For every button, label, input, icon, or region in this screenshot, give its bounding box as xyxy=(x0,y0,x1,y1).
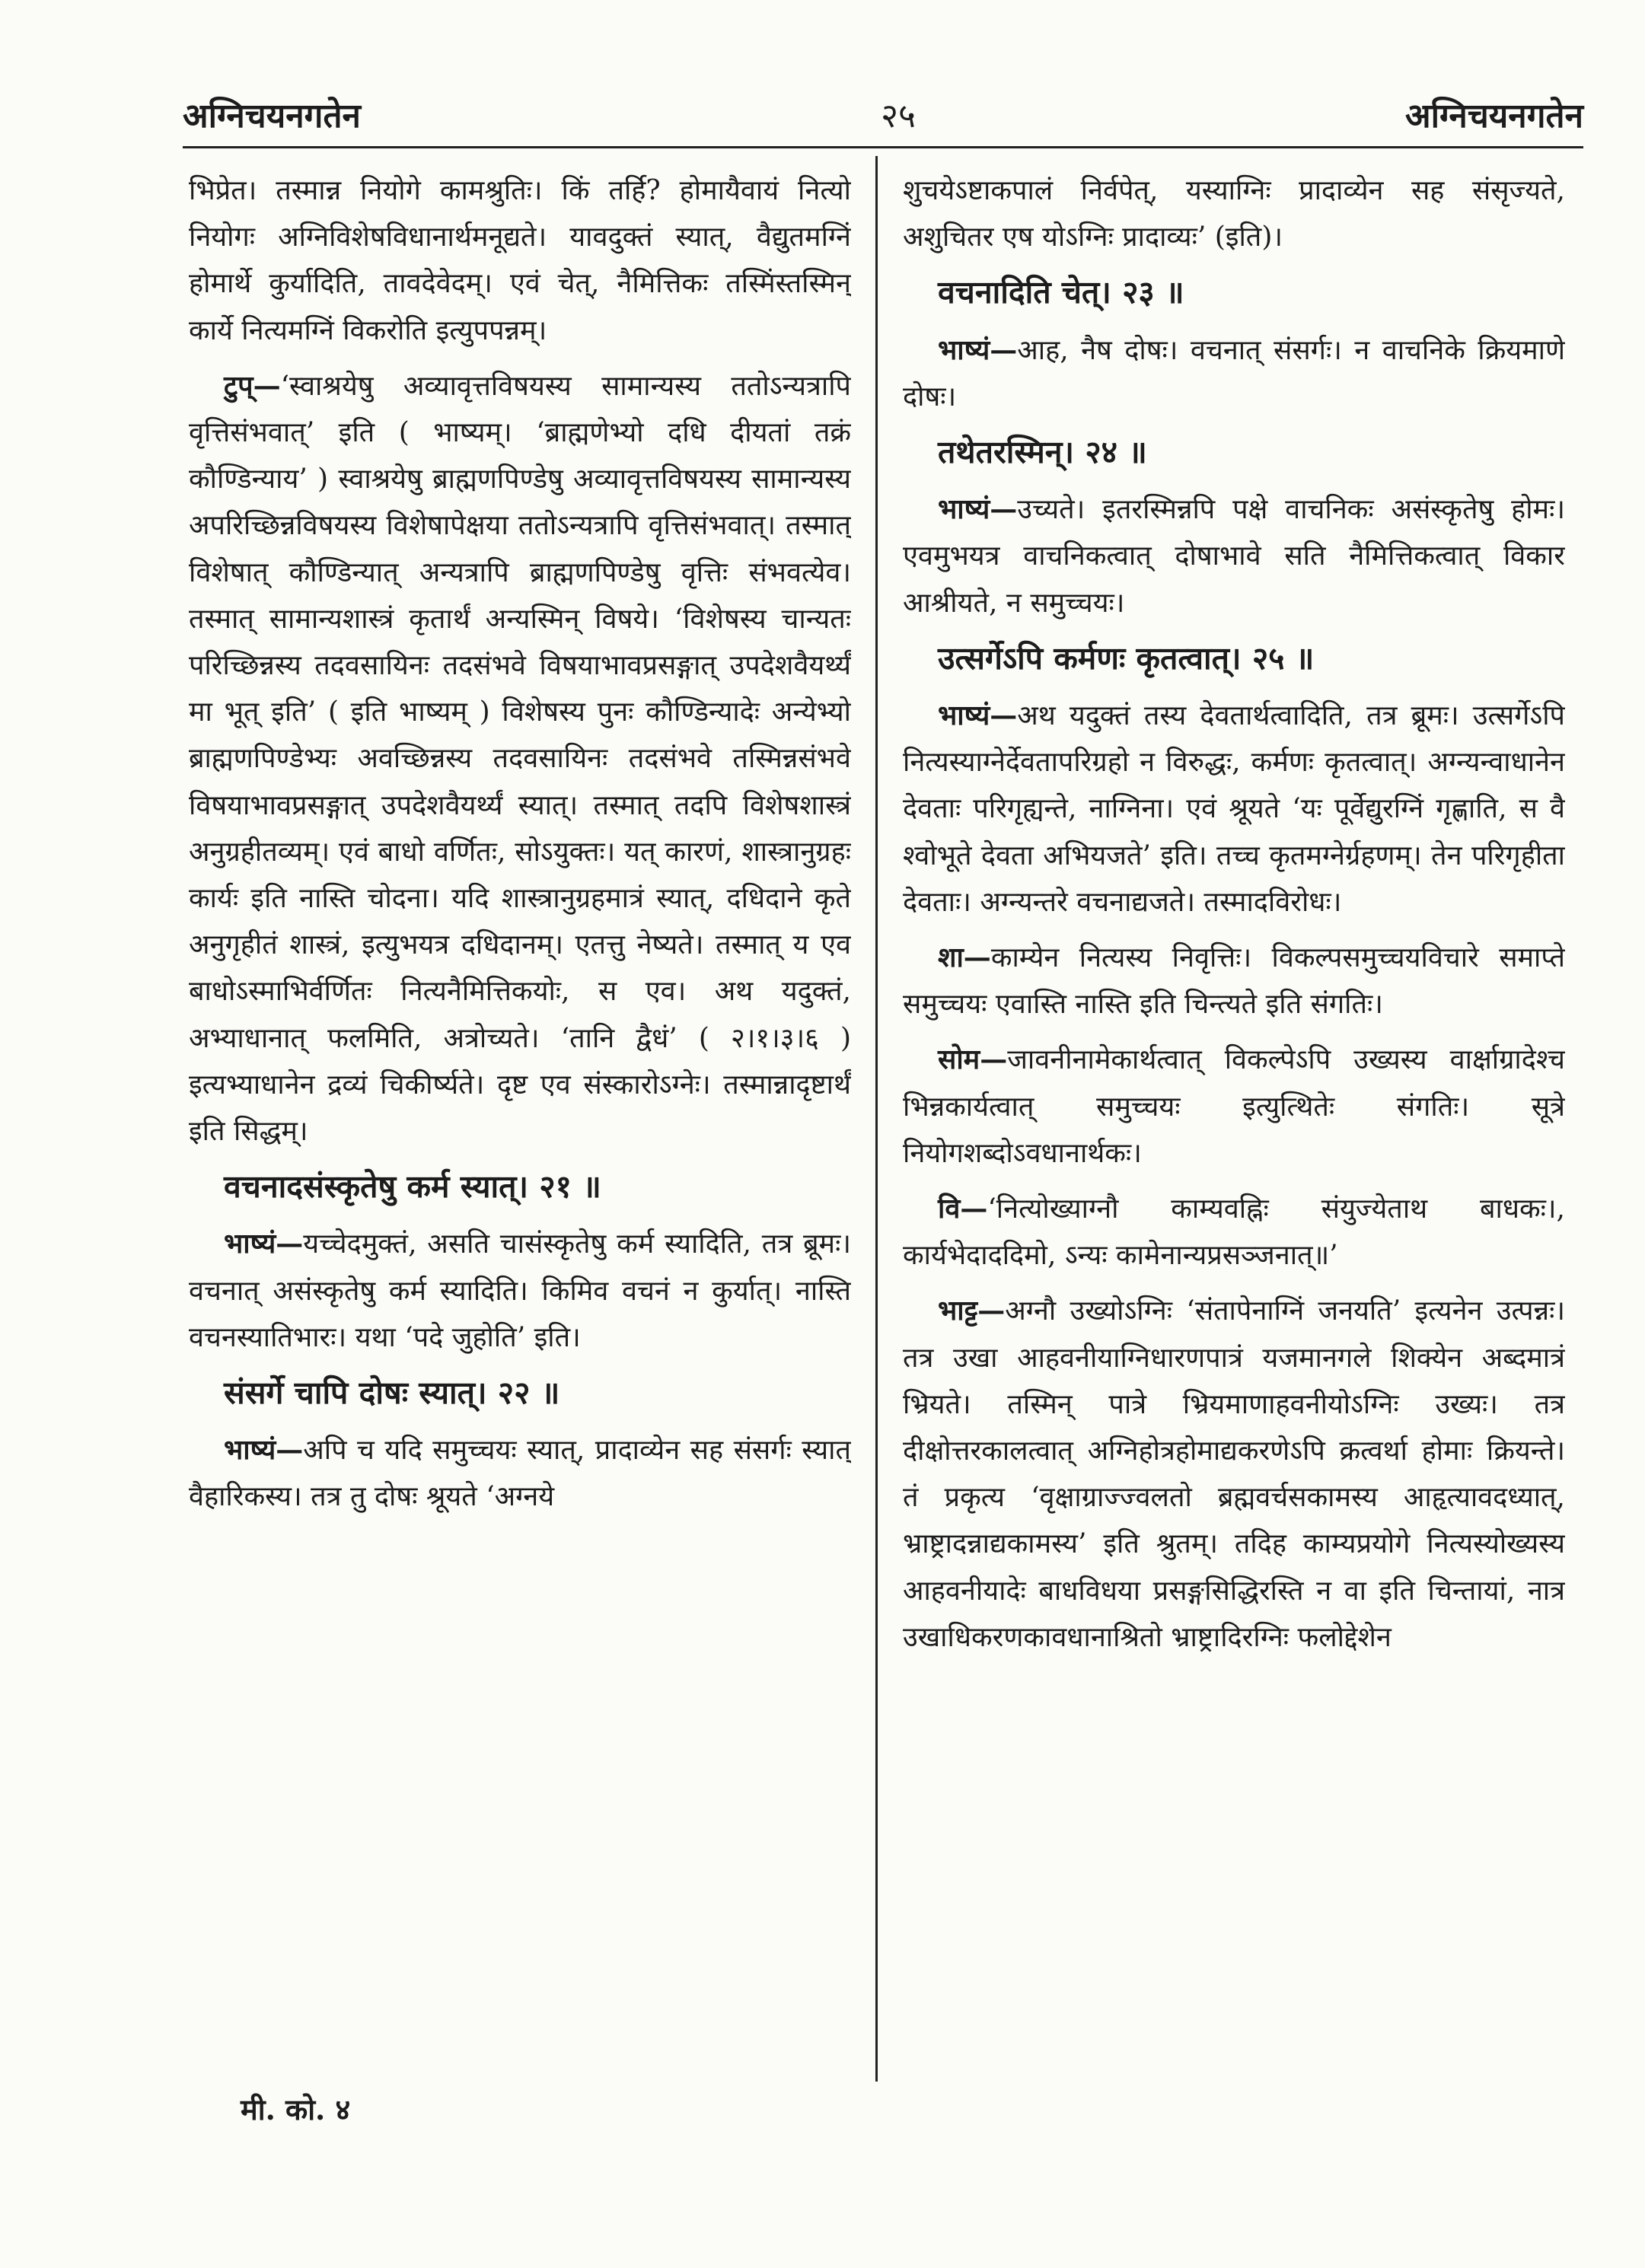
sutra-heading: संसर्गे चापि दोषः स्यात्। २२ ॥ xyxy=(224,1374,560,1412)
paragraph: भाष्यं—अथ यदुक्तं तस्य देवतार्थत्वादिति, तत्र ब्रूमः। उत्सर्गेऽपि नित्यस्याग्नेर्देवतापरिग्रहो न विरुद्धः, कर्मणः कृतत्वात्। अग्न्यन्वाधानेन देवताः परिगृह्यन्ते, नाग्निना। एवं श्रूयते ‘यः पूर्वेद्युरग्निं गृह्णाति, स वै श्वोभूते देवता अभियजते’ इति। तच्च कृतमग्नेर्ग्रहणम्। तेन परिगृहीता देवताः। अग्न्यन्तरे वचनाद्यजते। तस्मादविरोधः। xyxy=(903,699,1565,918)
paragraph: भाष्यं—उच्यते। इतरस्मिन्नपि पक्षे वाचनिकः असंस्कृतेषु होमः। एवमुभयत्र वाचनिकत्वात् दोषाभावे सति नैमित्तिकत्वात् विकार आश्रीयते, न समुच्चयः। xyxy=(903,493,1565,619)
running-title-right: अग्निचयनगतेन xyxy=(1405,97,1583,135)
sutra-heading: तथेतरस्मिन्। २४ ॥ xyxy=(938,434,1147,471)
left-column xyxy=(189,167,851,2116)
paragraph: भिप्रेत। तस्मान्न नियोगे कामश्रुतिः। किं तर्हि? होमायैवायं नित्यो नियोगः अग्निविशेषविधानार्थमनूद्यते। यावदुक्तं स्यात्, वैद्युतमग्निं होमार्थे कुर्यादिति, तावदेवेदम्। एवं चेत्, नैमित्तिकः तस्मिंस्तस्मिन् कार्ये नित्यमग्निं विकरोति इत्युपपन्नम्। xyxy=(189,175,851,346)
commentary-label: वि— xyxy=(938,1193,988,1225)
paragraph: भाष्यं—यच्चेदमुक्तं, असति चासंस्कृतेषु कर्म स्यादिति, तत्र ब्रूमः। वचनात् असंस्कृतेषु कर्म स्यादिति। किमिव वचनं न कुर्यात्। नास्ति वचनस्यातिभारः। यथा ‘पदे जुहोति’ इति। xyxy=(189,1228,851,1353)
commentary-label: भाष्यं— xyxy=(224,1434,304,1467)
page-number: २५ xyxy=(881,97,916,135)
commentary-label: शा— xyxy=(938,941,991,974)
commentary-label: भाष्यं— xyxy=(938,333,1018,366)
right-column xyxy=(903,167,1565,2116)
paragraph: शा—काम्येन नित्यस्य निवृत्तिः। विकल्पसमुच्चयविचारे समाप्ते समुच्चयः एवास्ति नास्ति इति चिन्त्यते इति संगतिः। xyxy=(903,941,1565,1021)
commentary-label: भाष्यं— xyxy=(224,1228,304,1260)
paragraph: भाष्यं—अपि च यदि समुच्चयः स्यात्, प्रादाव्येन सह संसर्गः स्यात् वैहारिकस्य। तत्र तु दोषः श्रूयते ‘अग्नये xyxy=(189,1434,851,1513)
column-divider xyxy=(875,156,878,2082)
sutra-heading: वचनादिति चेत्। २३ ॥ xyxy=(938,274,1184,311)
paragraph: भाट्ट—अग्नौ उख्योऽग्निः ‘संतापेनाग्निं जनयति’ इत्यनेन उत्पन्नः। तत्र उखा आहवनीयाग्निधारणपात्रं यजमानगले शिक्येन अब्दमात्रं भ्रियते। तस्मिन् पात्रे भ्रियमाणाहवनीयोऽग्निः उख्यः। तत्र दीक्षोत्तरकालत्वात् अग्निहोत्रहोमाद्यकरणेऽपि क्रत्वर्था होमाः क्रियन्ते। तं प्रकृत्य ‘वृक्षाग्राज्ज्वलतो ब्रह्मवर्चसकामस्य आहृत्यावदध्यात्, भ्राष्ट्रादन्नाद्यकामस्य’ इति श्रुतम्। तदिह काम्यप्रयोगे नित्यस्योख्यस्य आहवनीयादेः बाधविधया प्रसङ्गसिद्धिरस्ति न वा इति चिन्तायां, नात्र उखाधिकरणकावधानाश्रितो भ्राष्ट्रादिरग्निः फलोद्देशेन xyxy=(903,1295,1565,1653)
commentary-label: भाष्यं— xyxy=(938,493,1018,526)
commentary-label: टुप्— xyxy=(224,369,281,402)
paragraph: वि—‘नित्योख्याग्नौ काम्यवह्निः संयुज्येताथ बाधकः।, कार्यभेदाददिमो, ऽन्यः कामेनान्यप्रसञ्जनात्॥’ xyxy=(903,1193,1565,1272)
paragraph: टुप्—‘स्वाश्रयेषु अव्यावृत्तविषयस्य सामान्यस्य ततोऽन्यत्रापि वृत्तिसंभवात्’ इति ( भाष्यम्। ‘ब्राह्मणेभ्यो दधि दीयतां तक्रं कौण्डिन्याय’ ) स्वाश्रयेषु ब्राह्मणपिण्डेषु अव्यावृत्तविषयस्य सामान्यस्य अपरिच्छिन्नविषयस्य विशेषापेक्षया ततोऽन्यत्रापि वृत्तिसंभवात्। तस्मात् विशेषात् कौण्डिन्यात् अन्यत्रापि ब्राह्मणपिण्डेषु वृत्तिः संभवत्येव। तस्मात् सामान्यशास्त्रं कृतार्थं अन्यस्मिन् विषये। ‘विशेषस्य चान्यतः परिच्छिन्नस्य तदवसायिनः तदसंभवे विषयाभावप्रसङ्गात् उपदेशवैयर्थ्यं मा भूत् इति’ ( इति भाष्यम् ) विशेषस्य पुनः कौण्डिन्यादेः अन्येभ्यो ब्राह्मणपिण्डेभ्यः अवच्छिन्नस्य तदवसायिनः तदसंभवे तस्मिन्नसंभवे विषयाभावप्रसङ्गात् उपदेशवैयर्थ्यं स्यात्। तस्मात् तदपि विशेषशास्त्रं अनुग्रहीतव्यम्। एवं बाधो वर्णितः, सोऽयुक्तः। यत् कारणं, शास्त्रानुग्रहः कार्यः इति नास्ति चोदना। यदि शास्त्रानुग्रहमात्रं स्यात्, दधिदाने कृते अनुगृहीतं शास्त्रं, इत्युभयत्र दधिदानम्। एतत्तु नेष्यते। तस्मात् य एव बाधोऽस्माभिर्वर्णितः नित्यनैमित्तिकयोः, स एव। अथ यदुक्तं, अभ्याधानात् फलमिति, अत्रोच्यते। ‘तानि द्वैधं’ ( २।१।३।६ ) इत्यभ्याधानेन द्रव्यं चिकीर्ष्यते। दृष्ट एव संस्कारोऽग्नेः। तस्मान्नादृष्टार्थं इति सिद्धम्। xyxy=(189,369,851,1148)
header-rule xyxy=(183,146,1583,148)
commentary-label: भाष्यं— xyxy=(938,699,1018,732)
running-title-left: अग्निचयनगतेन xyxy=(183,97,361,135)
paragraph: भाष्यं—आह, नैष दोषः। वचनात् संसर्गः। न वाचनिके क्रियमाणे दोषः। xyxy=(903,333,1565,413)
commentary-label: सोम— xyxy=(938,1043,1008,1076)
sutra-heading: वचनादसंस्कृतेषु कर्म स्यात्। २१ ॥ xyxy=(224,1168,601,1206)
paragraph: सोम—जावनीनामेकार्थत्वात् विकल्पेऽपि उख्यस्य वार्क्षाग्रादेश्च भिन्नकार्यत्वात् समुच्चयः इत्युत्थितेः संगतिः। सूत्रे नियोगशब्दोऽवधानार्थकः। xyxy=(903,1043,1565,1169)
commentary-label: भाट्ट— xyxy=(938,1295,1006,1327)
signature-mark: मी. को. ४ xyxy=(241,2092,351,2126)
sutra-heading: उत्सर्गेऽपि कर्मणः कृतत्वात्। २५ ॥ xyxy=(938,639,1315,677)
paragraph: शुचयेऽष्टाकपालं निर्वपेत्, यस्याग्निः प्रादाव्येन सह संसृज्यते, अशुचितर एष योऽग्निः प्रादाव्यः’ (इति)। xyxy=(903,175,1565,253)
page-header xyxy=(183,76,1583,145)
